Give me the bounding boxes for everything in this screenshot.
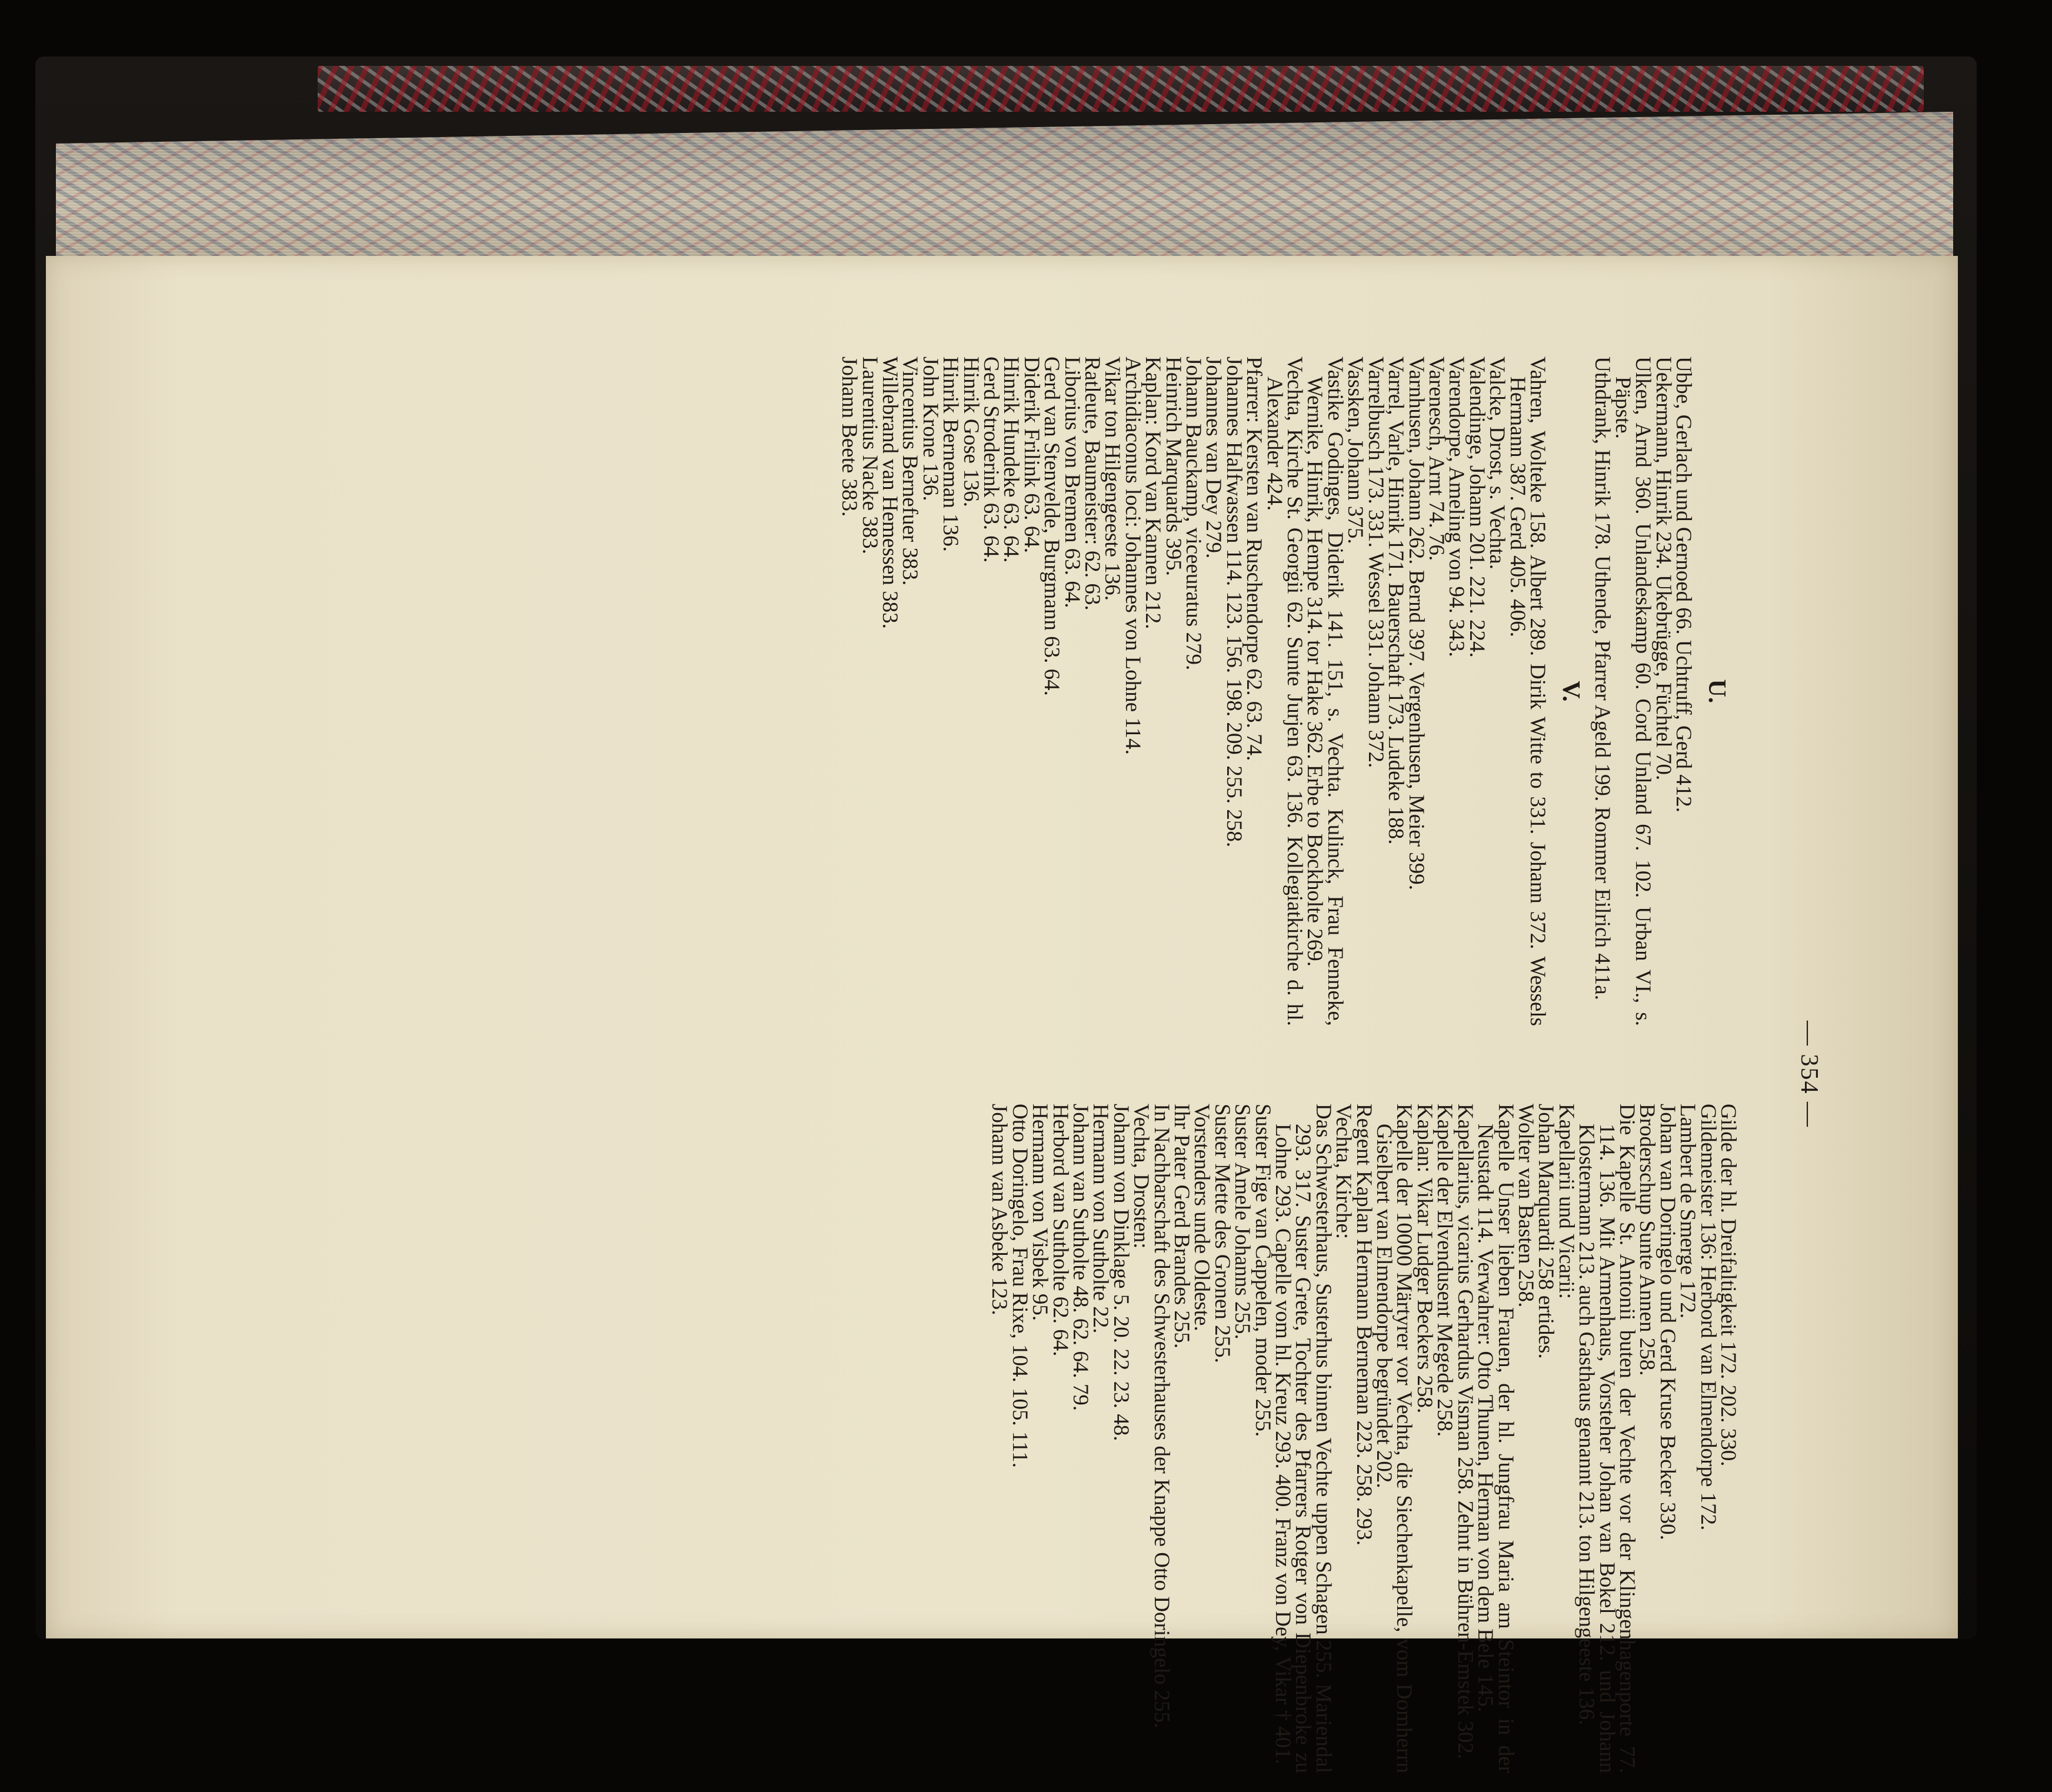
index-entry: Kaplan: Vikar Ludger Beckers 258.	[1412, 1104, 1437, 1414]
page-number: — 354 —	[1796, 1021, 1823, 1128]
section-header-v: V.	[1557, 681, 1584, 702]
index-entry: Ulken, Arnd 360. Unlandeskamp 60. Cord Unland 67. 102. Urban VI., s. Päpste.	[1610, 357, 1655, 1026]
index-entry: Varenesch, Arnt 74. 76.	[1424, 357, 1448, 561]
index-entry: Archidiaconus loci: Johannes von Lohne 114.	[1120, 357, 1145, 755]
right-column	[989, 1104, 1738, 1773]
index-entry: Suster Fige van Cappelen, moder 255.	[1250, 1104, 1275, 1437]
index-entry: Kapelle der Elvendusent Megede 258.	[1433, 1104, 1457, 1437]
index-entry: Johann Beete 383.	[837, 357, 862, 517]
index-entry: John Krone 136.	[918, 357, 942, 501]
index-entry: Kaplan: Kord van Kannen 212.	[1141, 357, 1165, 629]
index-entry: Vastike Godinges, Diderik 141. 151, s. Vechta. Kulinck, Frau Fenneke, Wernike, Hinrik, Hempe 314. tor Hake 362. Erbe to Bockholte 269.	[1303, 357, 1347, 1026]
index-entry: Hermann von Visbek 95.	[1028, 1104, 1052, 1321]
v-entries	[837, 357, 1550, 1026]
index-entry: Vassken, Johann 375.	[1343, 357, 1368, 544]
index-entry: Gerd Stroderink 63. 64.	[979, 357, 1003, 563]
section-header-u: U.	[1703, 679, 1730, 704]
index-entry: Willebrand van Hemessen 383.	[877, 357, 902, 629]
index-entry: Hinrik Hundeke 63. 64.	[999, 357, 1024, 563]
index-entry: Vechta, Drosten:	[1129, 1104, 1154, 1249]
index-entry: Suster Mette des Gronen 255.	[1210, 1104, 1234, 1363]
index-entry: Gilde der hl. Dreifaltigkeit 172. 202. 330.	[1716, 1104, 1740, 1467]
index-entry: Hinrik Gose 136.	[958, 357, 983, 507]
index-entry: Johan van Doringelo und Gerd Kruse Becker 330.	[1655, 1104, 1680, 1540]
index-entry: Hermann von Sutholte 22.	[1088, 1104, 1113, 1334]
index-entry: Johannes van Dey 279.	[1201, 357, 1226, 559]
index-entry: Heinrich Marquards 395.	[1161, 357, 1185, 576]
index-entry: Uekermann, Hinrik 234. Ukebrügge, Füchtel 70.	[1651, 357, 1675, 781]
index-entry: Johann von Dinklage 5. 20. 22. 23. 48.	[1108, 1104, 1133, 1441]
index-entry: Wolter van Basten 258.	[1513, 1104, 1538, 1308]
index-entry: Vorstenders unde Oldeste.	[1190, 1104, 1214, 1331]
index-entry: Liborius von Bremen 63. 64.	[1060, 357, 1084, 608]
index-entry: Suster Amele Johanns 255.	[1230, 1104, 1255, 1340]
index-entry: Kapellarius, vicarius Gerhardus Visman 258. Zehnt in Bühren-Emstek 302.	[1453, 1104, 1477, 1760]
index-entry: Vincentius Bernefuer 383.	[898, 357, 922, 586]
index-entry: Johann Bauckamp, viceeuratus 279.	[1181, 357, 1206, 671]
u-entries	[1592, 357, 1693, 1026]
index-entry: Herbord van Sutholte 62. 64.	[1048, 1104, 1072, 1357]
index-entry: Johannes Halfwassen 114. 123. 156. 198. 209. 255. 258.	[1221, 357, 1246, 848]
index-entry: Vikar ton Hilgengeeste 136.	[1100, 357, 1125, 601]
index-entry: Uthdrank, Hinrik 178. Uthende, Pfarrer Ageld 199. Rommer Eilrich 411a.	[1590, 357, 1615, 1000]
index-entry: Laurentius Nacke 383.	[857, 357, 882, 554]
page-text	[395, 357, 1823, 1792]
index-entry: Gildemeister 136: Herbord van Elmendorpe 172.	[1695, 1104, 1720, 1531]
index-entry: Ihr Pater Gerd Brandes 255.	[1170, 1104, 1194, 1349]
index-entry: Johann van Asbeke 123.	[987, 1104, 1012, 1315]
index-entry: Kapelle Unser lieben Frauen, der hl. Jungfrau Maria am Steintor in der Neustadt 114. Verwahrer: Otto Thunen, Herman von dem Bele 145.	[1473, 1104, 1518, 1773]
index-entry: Das Schwesterhaus, Susterhus binnen Vechte uppen Schagen 255. Mariendal 293. 317. Suster Grete, Tochter des Pfarrers Rotger von Diepenbroke zu Lohne 293. Capelle vom hl. Kreuz 293. 400. Franz von Dey, Vikar † 401.	[1271, 1104, 1335, 1773]
index-entry: Diderik Frilink 63. 64.	[1019, 357, 1044, 554]
index-entry: Varrel, Varle, Hinrik 171. Bauerschaft 173. Ludeke 188.	[1384, 357, 1408, 845]
index-entry: Johann van Sutholte 48. 62. 64. 79.	[1068, 1104, 1092, 1411]
index-entry: Die Kapelle St. Antonii buten der Vechte vor der Klingenhagenporte 77. 114. 136. Mit Armenhaus, Vorsteher Johan van Bokel 212. und Johann Klostermann 213. auch Gasthaus genannt 213. ton Hilgengeeste 136.	[1574, 1104, 1639, 1773]
index-entry: Vechta, Kirche St. Georgii 62. Sunte Jurjen 63. 136. Kollegiatkirche d. hl. Alexander 424.	[1262, 357, 1307, 1026]
index-entry: Pfarrer: Kersten van Ruschendorpe 62. 63. 74.	[1242, 357, 1267, 761]
index-entry: Varrelbusch 173. 331. Wessel 331. Johann 372.	[1363, 357, 1388, 768]
index-entry: Gerd van Stenvelde, Burgmann 63. 64.	[1040, 357, 1064, 696]
marbled-cover-edge	[318, 66, 1924, 112]
index-entry: Varendorpe, Ameling von 94. 343.	[1444, 357, 1469, 657]
index-entry: Valendinge, Johann 201. 221. 224.	[1464, 357, 1489, 658]
index-entry: Vechta, Kirche:	[1331, 1104, 1356, 1240]
index-entry: Kapelle der 10000 Märtyrer vor Vechta, die Siechenkapelle, vom Domherrn Giselbert van Elmendorpe begründet 202.	[1372, 1104, 1417, 1773]
index-entry: Regent Kaplan Hermann Berneman 223. 258. 293.	[1351, 1104, 1376, 1546]
index-entry: Lambert de Smerge 172.	[1675, 1104, 1700, 1319]
left-column	[839, 357, 1738, 1026]
index-entry: Varnhusen, Johann 262. Bernd 397. Vergenhusen, Meier 399.	[1404, 357, 1428, 891]
index-entry: Hinrik Berneman 136.	[938, 357, 963, 552]
index-entry: Kapellarii und Vicarii:	[1554, 1104, 1578, 1300]
index-entry: Johan Marquardi 258 ertides.	[1534, 1104, 1558, 1359]
index-entry: Vahren, Wolteke 158. Albert 289. Dirik Witte to 331. Johann 372. Wessels Hermann 387. Gerd 405. 406.	[1505, 357, 1550, 1026]
index-entry: Otto Doringelo, Frau Rixe, 104. 105. 111.	[1007, 1104, 1032, 1468]
index-entry: Ratleute, Baumeister: 62. 63.	[1080, 357, 1105, 611]
index-entry: Valcke, Drost, s. Vechta.	[1485, 357, 1510, 570]
index-entry: Broderschup Sunte Annen 258.	[1635, 1104, 1660, 1376]
index-entry: In Nachbarschaft des Schwesterhauses der Knappe Otto Doringelo 255.	[1149, 1104, 1174, 1728]
index-entry: Ubbe, Gerlach und Gernoed 66. Uchtruff, Gerd 412.	[1671, 357, 1695, 813]
